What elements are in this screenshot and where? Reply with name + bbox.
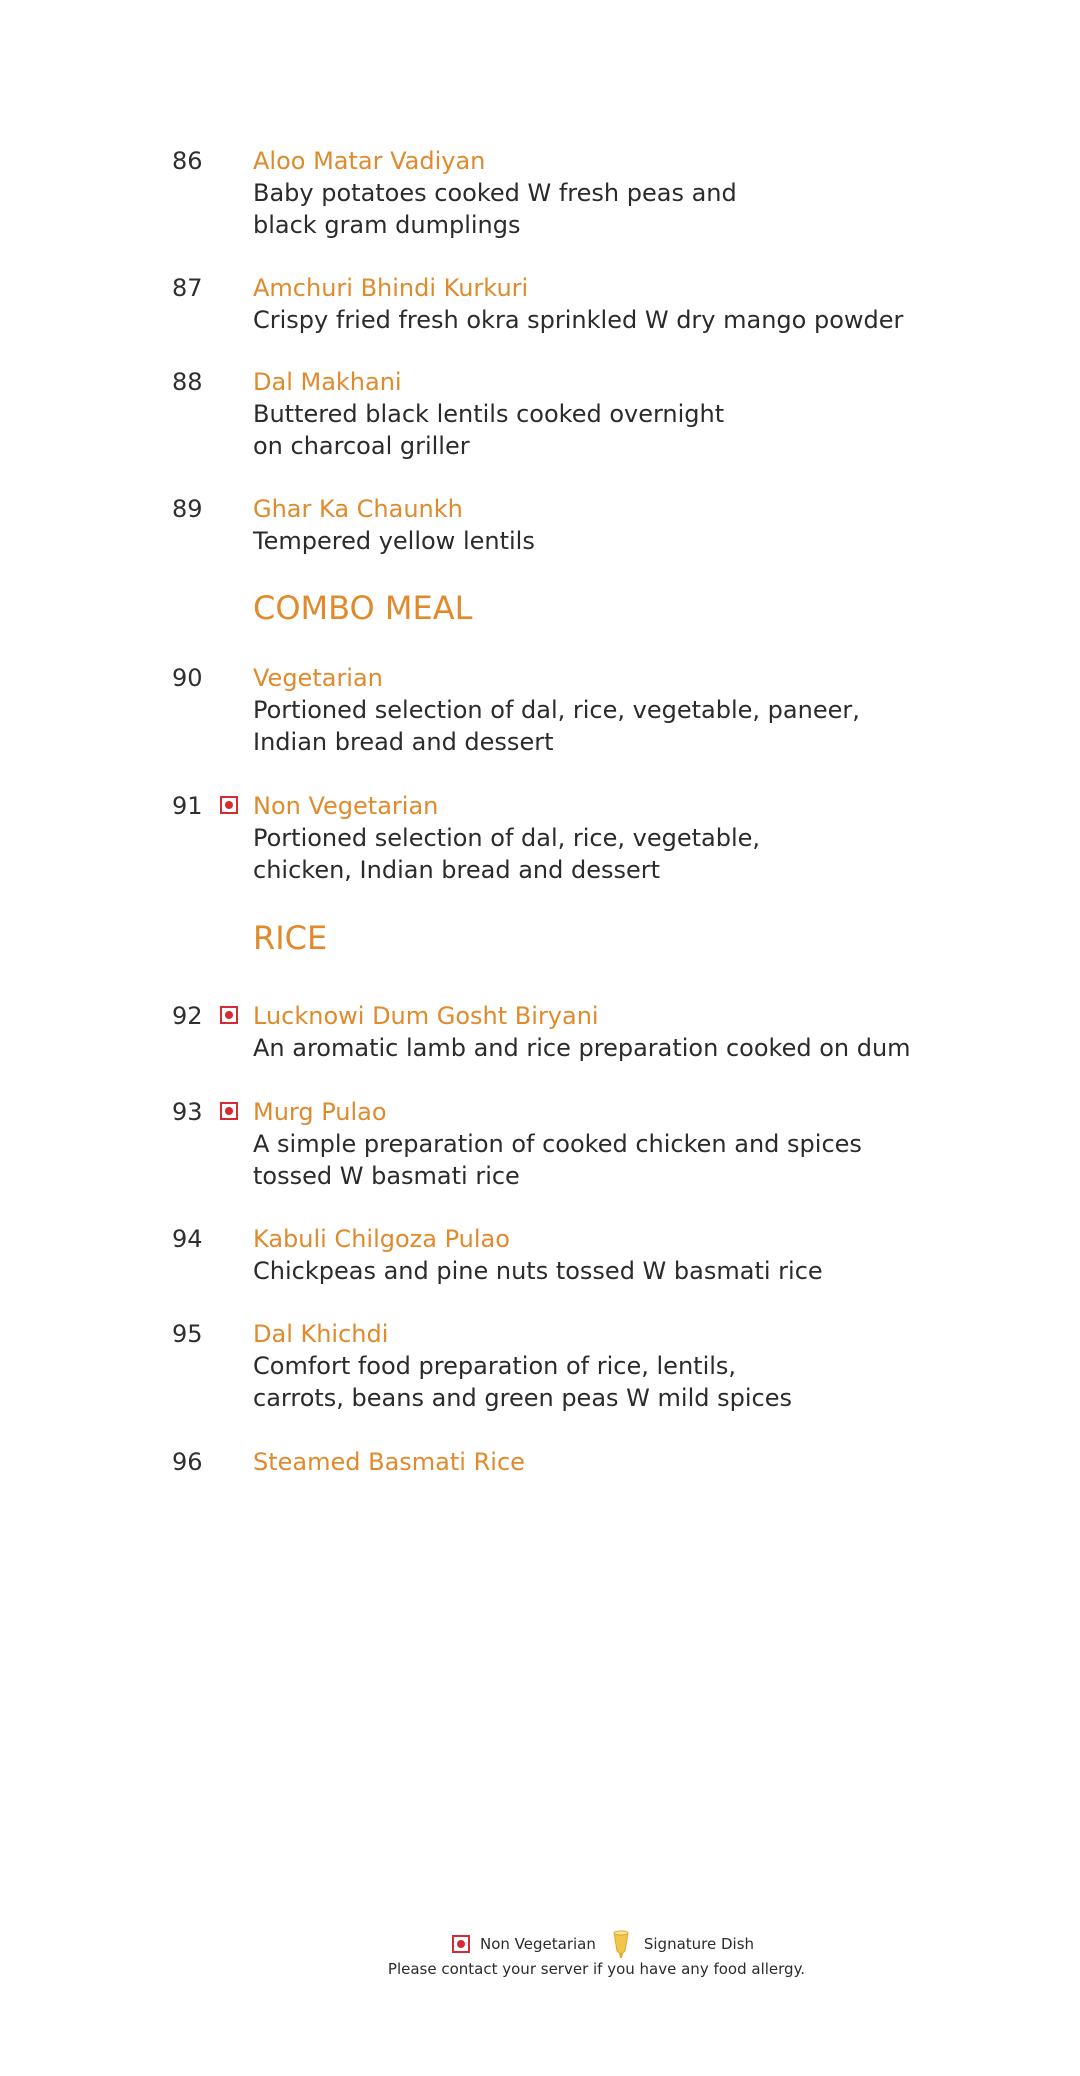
- non-veg-icon: [220, 1006, 238, 1024]
- section-title-rice: RICE: [253, 919, 328, 957]
- item-name: Steamed Basmati Rice: [253, 1448, 525, 1476]
- item-number: 89: [172, 495, 203, 523]
- item-description: Baby potatoes cooked W fresh peas and black gram dumplings: [253, 179, 737, 239]
- item-number: 90: [172, 664, 203, 692]
- item-name: Dal Khichdi: [253, 1320, 389, 1348]
- item-description: Comfort food preparation of rice, lentils, carrots, beans and green peas W mild spices: [253, 1352, 792, 1412]
- item-description: A simple preparation of cooked chicken and spices tossed W basmati rice: [253, 1130, 862, 1190]
- item-description: Chickpeas and pine nuts tossed W basmati rice: [253, 1257, 823, 1285]
- item-name: Aloo Matar Vadiyan: [253, 147, 486, 175]
- legend-row: [452, 1930, 754, 1958]
- item-name: Vegetarian: [253, 664, 383, 692]
- item-name: Ghar Ka Chaunkh: [253, 495, 463, 523]
- item-name: Kabuli Chilgoza Pulao: [253, 1225, 510, 1253]
- item-number: 95: [172, 1320, 203, 1348]
- item-description: Portioned selection of dal, rice, vegetable, paneer, Indian bread and dessert: [253, 696, 860, 756]
- item-number: 96: [172, 1448, 203, 1476]
- item-name: Lucknowi Dum Gosht Biryani: [253, 1002, 599, 1030]
- item-number: 93: [172, 1098, 203, 1126]
- legend: [0, 1930, 1080, 2000]
- legend-signature-label: Signature Dish: [643, 1935, 755, 1953]
- item-number: 94: [172, 1225, 203, 1253]
- item-name: Non Vegetarian: [253, 792, 439, 820]
- item-number: 91: [172, 792, 203, 820]
- item-description: Crispy fried fresh okra sprinkled W dry mango powder: [253, 306, 904, 334]
- item-number: 88: [172, 368, 203, 396]
- non-veg-icon: [220, 1102, 238, 1120]
- item-description: An aromatic lamb and rice preparation cooked on dum: [253, 1034, 911, 1062]
- legend-non-veg-label: Non Vegetarian: [480, 1935, 596, 1953]
- item-number: 87: [172, 274, 203, 302]
- item-number: 86: [172, 147, 203, 175]
- item-name: Amchuri Bhindi Kurkuri: [253, 274, 529, 302]
- item-description: Tempered yellow lentils: [253, 527, 535, 555]
- item-description: Buttered black lentils cooked overnight on charcoal griller: [253, 400, 725, 460]
- item-name: Murg Pulao: [253, 1098, 387, 1126]
- non-veg-icon: [220, 796, 238, 814]
- item-name: Dal Makhani: [253, 368, 402, 396]
- allergy-note: Please contact your server if you have any food allergy.: [387, 1960, 806, 1978]
- item-number: 92: [172, 1002, 203, 1030]
- signature-dish-icon: [610, 1929, 632, 1959]
- non-veg-icon: [452, 1935, 470, 1953]
- item-description: Portioned selection of dal, rice, vegetable, chicken, Indian bread and dessert: [253, 824, 761, 884]
- section-title-combo-meal: COMBO MEAL: [253, 589, 473, 627]
